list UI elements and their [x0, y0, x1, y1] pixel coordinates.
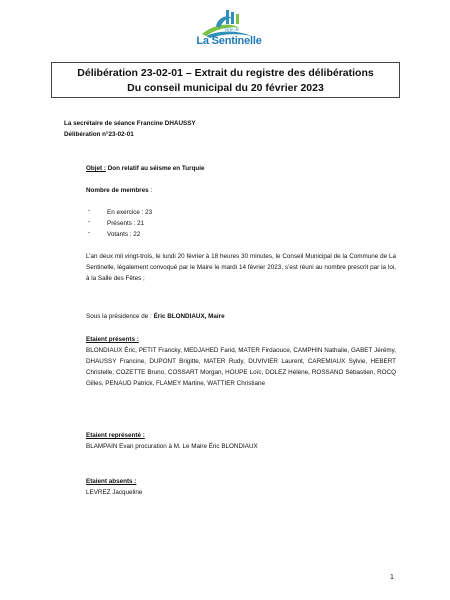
logo-name-text: La Sentinelle	[196, 35, 262, 47]
presidence-line	[86, 311, 225, 322]
logo-ville-text: Ville de	[224, 28, 240, 33]
absents-heading: Etaient absents :	[86, 478, 137, 485]
objet-text: Don relatif au séisme en Turquie	[105, 165, 205, 172]
presidence-label: Sous la présidence de :	[86, 313, 154, 320]
absents-text: LEVREZ Jacqueline	[86, 489, 143, 496]
intro-paragraph: L’an deux mil vingt-trois, le lundi 20 février à 18 heures 30 minutes, le Conseil Municipal de la Commune de La Sentinelle, légalement convoqué par le Maire le mardi 14 février 2023, s’est réuni au nombre prescrit par la loi, à la Salle des Fêtes ;	[86, 253, 396, 282]
title-line-2: Du conseil municipal du 20 février 2023	[127, 82, 324, 94]
members-exercice: En exercice : 23	[107, 209, 153, 216]
page-number: 1	[390, 574, 394, 581]
represente-heading: Etaient représenté :	[86, 432, 145, 439]
title-box	[51, 62, 400, 98]
presidence-name: Éric BLONDIAUX, Maire	[153, 313, 225, 320]
members-presents: Présents : 21	[107, 220, 145, 227]
members-bullet: -	[88, 218, 91, 225]
represente-text: BLAMPAIN Evan procuration à M. Le Maire Éric BLONDIAUX	[86, 443, 258, 450]
members-votants: Votants : 22	[107, 231, 141, 238]
secretary-line: La secrétaire de séance Francine DHAUSSY	[64, 120, 196, 127]
objet-label: Objet :	[86, 165, 106, 172]
members-bullet: -	[88, 207, 91, 214]
objet-line	[86, 163, 205, 174]
deliberation-number: Délibération n°23-02-01	[64, 131, 134, 138]
title-line-1: Délibération 23-02-01 – Extrait du registre des délibérations	[77, 67, 374, 79]
members-bullet: -	[88, 229, 91, 236]
members-heading	[86, 185, 152, 196]
members-heading-label: Nombre de membres	[86, 187, 149, 194]
presents-list: BLONDIAUX Éric, PETIT Francky, MEDJAHED Farid, MATER Firdaouce, CAMPHIN Nathalie, GABET Jérémy, DHAUSSY Francine, DUPONT Brigitte, MATER Rudy, DUVIVIER Laurent, CAREMIAUX Sylvie, HEBERT Christelle, COZETTE Bruno, COSSART Morgan, HOUPE Loïc, DOLEZ Hélène, ROSSANO Sébastien, ROCQ Gilles, PENAUD Patrick, FLAMEY Martine, WATTIER Christiane	[86, 347, 396, 387]
presents-heading: Etaient présents :	[86, 336, 139, 343]
members-heading-suffix: :	[148, 187, 153, 194]
